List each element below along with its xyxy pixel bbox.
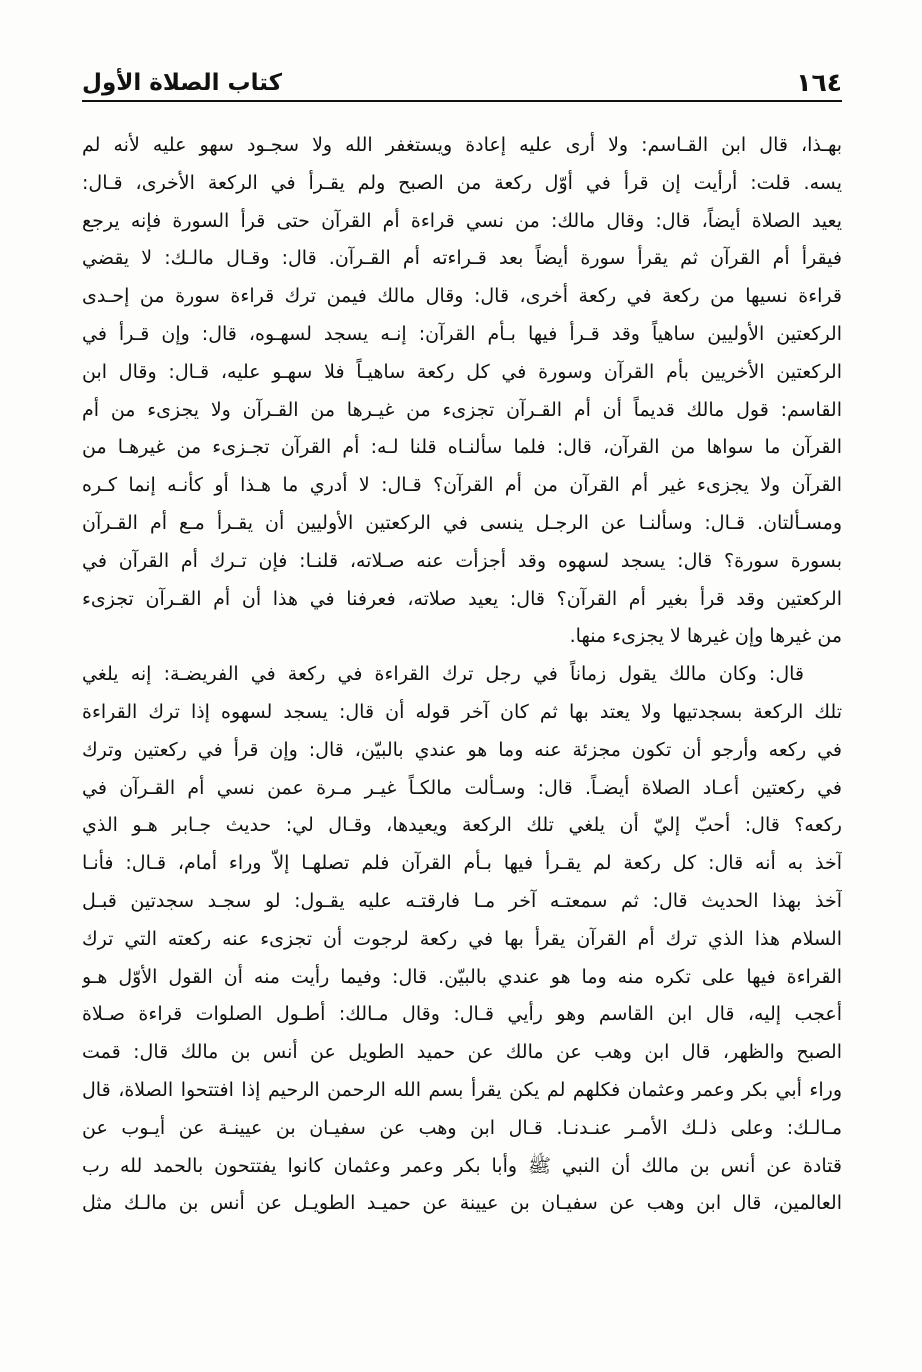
text-line: العالمين، قال ابن وهب عن سفيـان بن عيينة عن حميـد الطويـل عن أنس بن مالـك مثل xyxy=(82,1192,842,1215)
header-divider xyxy=(82,100,842,102)
text-line: ركعه؟ قال: أحبّ إليّ أن يلغي تلك الركعة ويعيدها، وقـال لي: حديث جـابر هـو الذي xyxy=(82,814,842,837)
text-line: في ركعتين أعـاد الصلاة أيضـاً. قال: وسـألت مالكـاً غيـر مـرة عمن نسي أم القـرآن في xyxy=(82,776,842,799)
running-title: كتاب الصلاة الأول xyxy=(82,70,283,96)
text-line: فيقرأ أم القرآن ثم يقرأ سورة أيضاً بعد قـراءته أم القـرآن. قال: وقـال مالـك: لا يقضي xyxy=(82,247,842,270)
body-text xyxy=(82,127,842,1223)
text-line: آخذ به أنه قال: كل ركعة لم يقـرأ فيها بـأم القرآن فلم تصلهـا إلاّ وراء أمام، قـال: فأنـا xyxy=(82,852,842,875)
text-line: السلام هذا الذي ترك أم القرآن يقرأ بها في ركعة لرجوت أن تجزىء عنه ركعته التي ترك xyxy=(82,927,842,950)
page-header xyxy=(82,60,842,100)
text-line: الصبح والظهر، قال ابن وهب عن مالك عن حميد الطويل عن أنس بن مالك قال: قمت xyxy=(82,1041,842,1064)
page-number: ١٦٤ xyxy=(796,68,842,97)
text-line: القرآن ولا يجزىء غير أم القرآن من أم القرآن؟ قـال: لا أدري ما هـذا أو كأنـه إنما كـره xyxy=(82,474,842,497)
text-line: في ركعه وأرجو أن تكون مجزئة عنه وما هو عندي بالبيّن، قال: وإن قرأ في ركعتين وترك xyxy=(82,738,842,761)
text-line: قراءة نسيها من ركعة في ركعة أخرى، قال: وقال مالك فيمن ترك قراءة سورة من إحـدى xyxy=(82,285,842,308)
text-line: الركعتين الأوليين ساهياً وقد قـرأ فيها بـأم القرآن: إنـه يسجد لسهـوه، قال: وإن قـرأ في xyxy=(82,322,842,345)
text-line: يعيد الصلاة أيضاً، قال: وقال مالك: من نسي قراءة أم القرآن حتى قرأ السورة فإنه يرجع xyxy=(82,209,842,232)
text-line: مـالـك: وعلى ذلـك الأمـر عنـدنـا. قـال ابن وهب عن سفيـان بن عيينـة عن أيـوب عن xyxy=(82,1116,842,1139)
paragraph-end-line: من غيرها وإن غيرها لا يجزىء منها. xyxy=(569,625,842,648)
text-line: الركعتين الأخريين بأم القرآن وسورة في كل ركعة ساهيـاً فلا سهـو عليه، قـال: وقال ابن xyxy=(82,360,842,383)
text-line: أعجب إليه، قال ابن القاسم وهو رأيي قـال: وقال مـالك: أطـول الصلوات قراءة صـلاة xyxy=(82,1003,842,1026)
text-line: تلك الركعة بسجدتيها ولا يعتد بها ثم كان آخر قوله أن قال: يسجد لسهوه إذا ترك القراءة xyxy=(82,700,842,723)
text-line: بهـذا، قال ابن القـاسم: ولا أرى عليه إعادة ويستغفر الله ولا سجـود سهو عليه لأنه لم xyxy=(82,134,842,156)
text-line: قال: وكان مالك يقول زماناً في رجل ترك القراءة في ركعة في الفريضـة: إنه يلغي xyxy=(82,663,804,686)
text-line: آخذ بهذا الحديث قال: ثم سمعتـه آخر مـا فارقتـه عليه يقـول: لو سجـد سجدتين قبـل xyxy=(82,889,842,912)
text-line: يسه. قلت: أرأيت إن قرأ في أوّل ركعة من الصبح ولم يقـرأ في الركعة الأخرى، قـال: xyxy=(82,171,842,194)
text-line: القراءة فيها على تكره منه وما هو عندي بالبيّن. قال: وفيما رأيت منه أن القول الأوّل هـو xyxy=(82,965,842,988)
text-line: القاسم: قول مالك قديماً أن أم القـرآن تجزىء من غيـرها من القـرآن ولا يجزىء من أم xyxy=(82,398,842,421)
text-line: القرآن ما سواها من القرآن، قال: فلما سألنـاه قلنا لـه: أم القرآن تجـزىء من غيرهـا من xyxy=(82,436,842,459)
text-line: بسورة سورة؟ قال: يسجد لسهوه وقد أجزأت عنه صـلاته، قلنـا: فإن تـرك أم القرآن في xyxy=(82,549,842,572)
text-line: قتادة عن أنس بن مالك أن النبي ﷺ وأبا بكر وعمر وعثمان كانوا يفتتحون بالحمد لله رب xyxy=(82,1154,842,1177)
text-line: ومسـألتان. قـال: وسألنـا عن الرجـل ينسى في الركعتين الأوليين أن يقـرأ مـع أم القـرآن xyxy=(82,511,842,534)
text-line: وراء أبي بكر وعمر وعثمان فكلهم لم يكن يقرأ بسم الله الرحمن الرحيم إذا افتتحوا الصلاة، قال xyxy=(82,1078,842,1101)
text-line: الركعتين وقد قرأ بغير أم القرآن؟ قال: يعيد صلاته، فعرفنا في هذا أن أم القـرآن تجزىء xyxy=(82,587,842,610)
